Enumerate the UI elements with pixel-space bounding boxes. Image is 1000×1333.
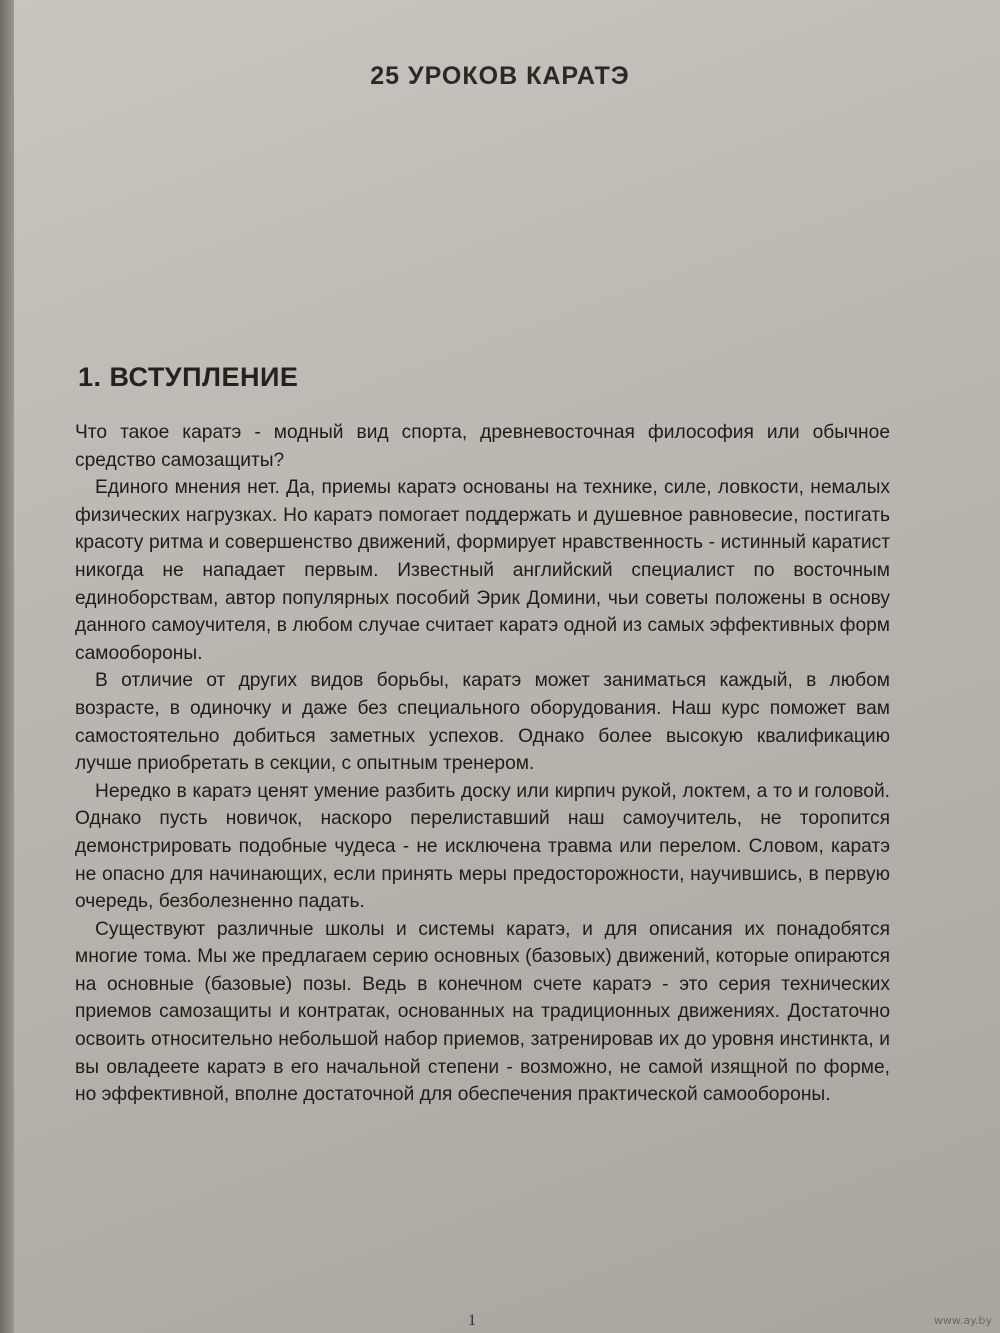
section-title: 1. ВСТУПЛЕНИЕ — [78, 362, 299, 392]
paragraph-2: Единого мнения нет. Да, приемы каратэ основаны на технике, силе, ловкости, немалых физических нагрузках. Но каратэ помогает поддержать и душевное равновесие, постигать красоту ритма и совершенство движений, формирует нравственность - истинный каратист никогда не нападает первым. Известный английский специалист по восточным единоборствам, автор популярных пособий Эрик Домини, чьи советы положены в основу данного самоучителя, в любом случае считает каратэ одной из самых эффективных форм самообороны. — [75, 477, 890, 664]
running-header: 25 УРОКОВ КАРАТЭ — [370, 62, 630, 90]
paragraph-1: Что такое каратэ - модный вид спорта, древневосточная философия или обычное средство самозащиты? — [75, 422, 890, 471]
page-number: 1 — [468, 1312, 476, 1329]
body-text — [75, 419, 890, 1109]
site-watermark: www.ay.by — [933, 1314, 992, 1327]
paragraph-3: В отличие от других видов борьбы, каратэ может заниматься каждый, в любом возрасте, в одиночку и даже без специального оборудования. Наш курс поможет вам самостоятельно добиться заметных успехов. Однако более высокую квалификацию лучше приобретать в секции, с опытным тренером. — [75, 670, 890, 775]
page-binding-edge — [0, 0, 14, 1333]
paragraph-5: Существуют различные школы и системы каратэ, и для описания их понадобятся многие тома. Мы же предлагаем серию основных (базовых) движений, которые опираются на основные (базовые) позы. Ведь в конечном счете каратэ - это серия технических приемов самозащиты и контратак, основанных на традиционных движениях. Достаточно освоить относительно небольшой набор приемов, затренировав их до уровня инстинкта, и вы овладеете каратэ в его начальной степени - возможно, не самой изящной по форме, но эффективной, вполне достаточной для обеспечения практической самообороны. — [75, 918, 890, 1106]
paragraph-4: Нередко в каратэ ценят умение разбить доску или кирпич рукой, локтем, а то и головой. Однако пусть новичок, наскоро перелиставший наш самоучитель, не торопится демонстрировать подобные чудеса - не исключена травма или перелом. Словом, каратэ не опасно для начинающих, если принять меры предосторожности, научившись, в первую очередь, безболезненно падать. — [75, 780, 890, 913]
